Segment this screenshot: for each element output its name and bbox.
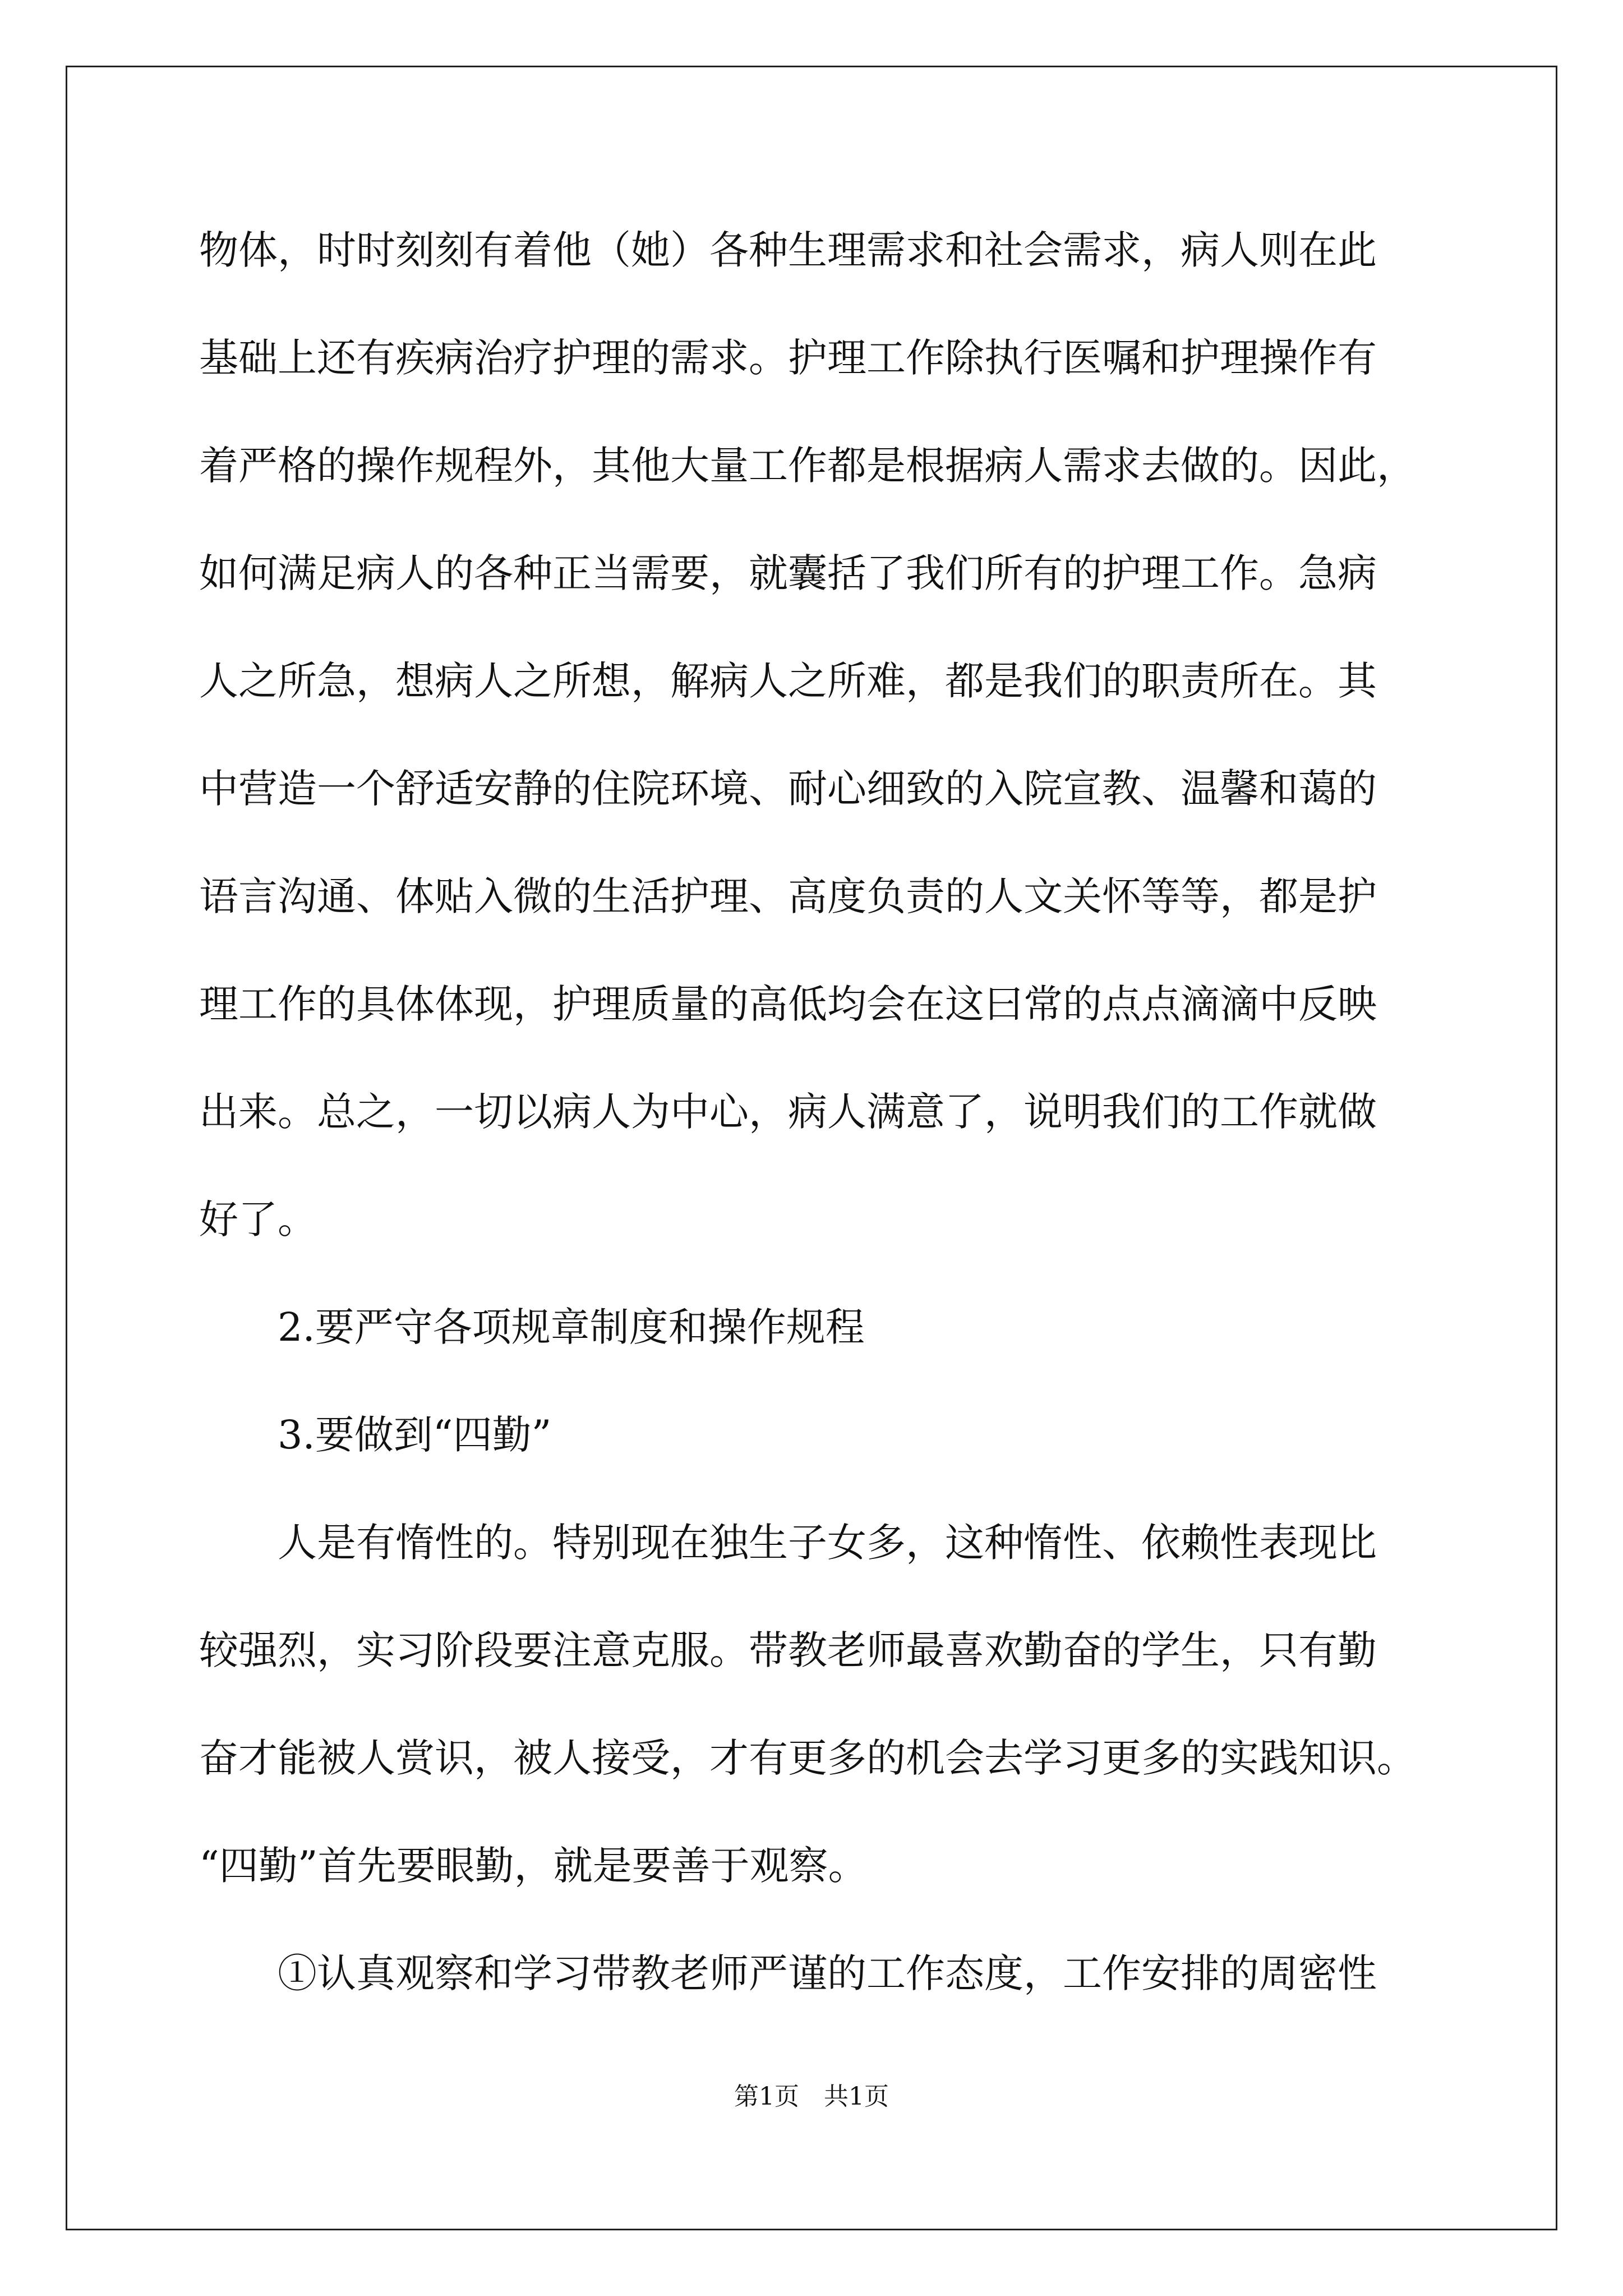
- text-line: 理工作的具体体现，护理质量的高低均会在这曰常的点点滴滴中反映: [199, 981, 1377, 1027]
- text-line: 如何满足病人的各种正当需要，就囊括了我们所有的护理工作。急病: [199, 550, 1377, 596]
- text-line: “四勤”首先要眼勤，就是要善于观察。: [199, 1843, 868, 1889]
- text-line: 基础上还有疾病治疗护理的需求。护理工作除执行医嘱和护理操作有: [199, 335, 1377, 381]
- text-line: 奋才能被人赏识，被人接受，才有更多的机会去学习更多的实践知识。: [199, 1735, 1416, 1781]
- document-body: [199, 219, 1433, 2050]
- text-line: 物体，时时刻刻有着他（她）各种生理需求和社会需求，病人则在此: [199, 227, 1377, 273]
- paragraph-start-line: 人是有惰性的。特别现在独生子女多，这种惰性、依赖性表现比: [278, 1520, 1377, 1566]
- section-heading: 2.要严守各项规章制度和操作规程: [278, 1304, 865, 1350]
- text-line: 着严格的操作规程外，其他大量工作都是根据病人需求去做的。因此，: [199, 443, 1416, 489]
- page-number-footer: 第1页 共1页: [734, 2082, 889, 2111]
- text-line: 出来。总之，一切以病人为中心，病人满意了，说明我们的工作就做: [199, 1089, 1377, 1135]
- text-line: 中营造一个舒适安静的住院环境、耐心细致的入院宣教、温馨和蔼的: [199, 766, 1377, 812]
- list-item-line: ①认真观察和学习带教老师严谨的工作态度，工作安排的周密性: [278, 1950, 1377, 1996]
- text-line: 较强烈，实习阶段要注意克服。带教老师最喜欢勤奋的学生，只有勤: [199, 1627, 1377, 1673]
- text-line: 语言沟通、体贴入微的生活护理、高度负责的人文关怀等等，都是护: [199, 873, 1377, 919]
- section-heading: 3.要做到“四勤”: [278, 1412, 552, 1458]
- text-line: 好了。: [199, 1197, 317, 1243]
- text-line: 人之所急，想病人之所想，解病人之所难，都是我们的职责所在。其: [199, 658, 1377, 704]
